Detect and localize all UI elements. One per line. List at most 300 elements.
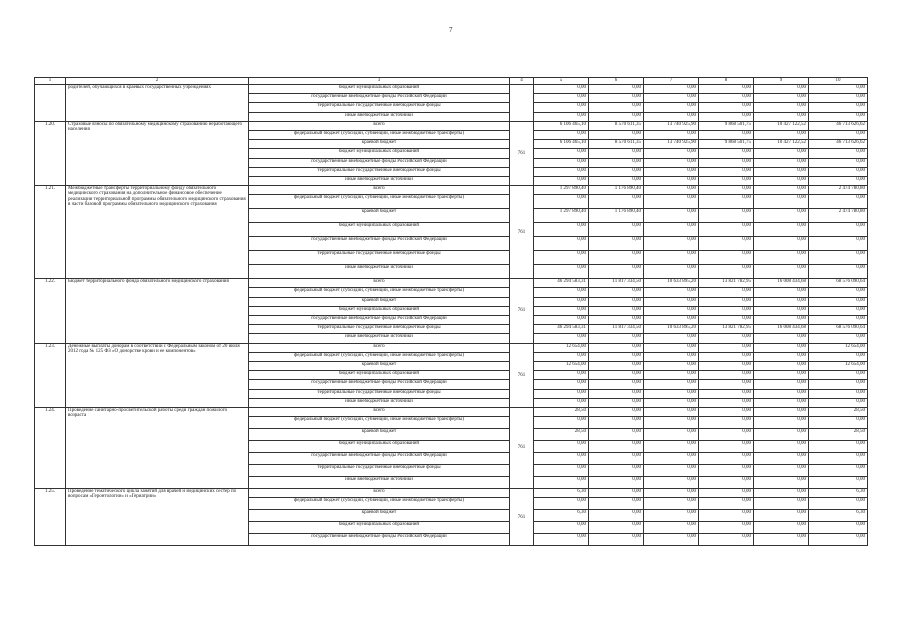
budget-code: 761 [510, 279, 534, 343]
year-value: 0,00 [644, 407, 699, 416]
header-row [35, 78, 868, 85]
table-row [35, 343, 868, 352]
funding-source: краевой бюджет [249, 209, 510, 223]
year-value: 0,00 [589, 94, 644, 103]
header-cell: 3 [249, 78, 510, 85]
total-value: 0,00 [809, 265, 868, 279]
year-value: 0,00 [589, 130, 644, 139]
year-value: 8 570 611,35 [589, 140, 644, 149]
year-value: 0,00 [644, 186, 699, 195]
year-value: 13 740 925,90 [644, 140, 699, 149]
funding-source: краевой бюджет [249, 510, 510, 522]
funding-source: федеральный бюджет (субсидии, субвенции, иные межбюджетные трансферты) [249, 195, 510, 209]
year-value: 0,00 [699, 103, 754, 112]
year-value: 0,00 [589, 195, 644, 209]
year-value: 0,00 [754, 380, 809, 389]
year-value: 9 868 501,75 [699, 140, 754, 149]
year-value: 0,00 [589, 371, 644, 380]
total-value: 0,00 [809, 223, 868, 237]
year-value: 0,00 [644, 534, 699, 546]
year-value: 0,00 [589, 429, 644, 441]
year-value: 0,00 [699, 380, 754, 389]
total-value: 0,00 [809, 498, 868, 510]
year-value: 0,00 [644, 343, 699, 352]
year-value: 0,00 [754, 112, 809, 121]
year-value: 0,00 [699, 417, 754, 429]
year-value: 0,00 [589, 112, 644, 121]
year-value: 0,00 [754, 85, 809, 94]
header-cell: 5 [534, 78, 589, 85]
year-value: 9 868 501,75 [699, 121, 754, 130]
total-value: 6,30 [809, 510, 868, 522]
year-value: 0,00 [644, 176, 699, 185]
budget-code: 761 [510, 121, 534, 185]
year-value: 0,00 [754, 186, 809, 195]
item-number: 1.21. [35, 186, 66, 279]
year-value: 0,00 [534, 223, 589, 237]
year-value: 11 817 334,50 [589, 325, 644, 334]
year-value: 1 297 890,40 [534, 186, 589, 195]
year-value: 0,00 [644, 149, 699, 158]
year-value: 0,00 [754, 477, 809, 489]
funding-source: федеральный бюджет (субсидии, субвенции, иные межбюджетные трансферты) [249, 352, 510, 361]
year-value: 0,00 [589, 477, 644, 489]
year-value: 0,00 [534, 334, 589, 343]
year-value: 6,30 [534, 489, 589, 498]
year-value: 0,00 [699, 429, 754, 441]
year-value: 0,00 [699, 453, 754, 465]
funding-source: государственные внебюджетные фонды Российской Федерации [249, 453, 510, 465]
year-value: 6 106 465,10 [534, 140, 589, 149]
year-value: 0,00 [589, 343, 644, 352]
year-value: 12 654,00 [534, 343, 589, 352]
year-value: 0,00 [754, 265, 809, 279]
year-value: 10 427 122,52 [754, 140, 809, 149]
year-value: 0,00 [534, 85, 589, 94]
year-value: 0,00 [699, 441, 754, 453]
funding-source: федеральный бюджет (субсидии, субвенции, иные межбюджетные трансферты) [249, 130, 510, 139]
year-value: 0,00 [699, 522, 754, 534]
year-value: 0,00 [534, 297, 589, 306]
total-value: 0,00 [809, 130, 868, 139]
total-value: 0,00 [809, 149, 868, 158]
year-value: 0,00 [644, 389, 699, 398]
year-value: 13 740 925,90 [644, 121, 699, 130]
table-row [35, 489, 868, 498]
total-value: 0,00 [809, 371, 868, 380]
year-value: 0,00 [644, 85, 699, 94]
funding-source: бюджет муниципальных образований [249, 306, 510, 315]
year-value: 0,00 [534, 477, 589, 489]
total-value: 6,30 [809, 489, 868, 498]
year-value: 0,00 [534, 176, 589, 185]
header-cell: 1 [35, 78, 66, 85]
year-value: 0,00 [754, 251, 809, 265]
year-value: 0,00 [699, 237, 754, 251]
year-value: 0,00 [699, 306, 754, 315]
year-value: 0,00 [754, 195, 809, 209]
funding-source: государственные внебюджетные фонды Российской Федерации [249, 237, 510, 251]
year-value: 13 821 782,95 [699, 325, 754, 334]
year-value: 0,00 [589, 534, 644, 546]
year-value: 46 294 583,31 [534, 279, 589, 288]
year-value: 0,00 [699, 251, 754, 265]
year-value: 0,00 [589, 223, 644, 237]
total-value: 0,00 [809, 534, 868, 546]
year-value: 0,00 [589, 441, 644, 453]
total-value: 0,00 [809, 195, 868, 209]
table-row [35, 85, 868, 94]
funding-source: бюджет муниципальных образований [249, 85, 510, 94]
funding-source: иные внебюджетные источники [249, 176, 510, 185]
funding-source: краевой бюджет [249, 429, 510, 441]
year-value: 0,00 [589, 465, 644, 477]
year-value: 0,00 [534, 389, 589, 398]
year-value: 0,00 [754, 522, 809, 534]
year-value: 0,00 [589, 265, 644, 279]
year-value: 0,00 [534, 265, 589, 279]
year-value: 1 176 890,40 [589, 186, 644, 195]
total-value: 46 713 626,62 [809, 121, 868, 130]
item-name: Денежные выплаты донорам в соответствии с Федеральным законом от 20 июля 2012 года № 125 ФЗ «О донорстве крови и ее компонентов» [66, 343, 249, 407]
total-value: 0,00 [809, 237, 868, 251]
year-value: 0,00 [754, 441, 809, 453]
year-value: 10 427 122,52 [754, 121, 809, 130]
year-value: 0,00 [754, 361, 809, 370]
funding-source: бюджет муниципальных образований [249, 223, 510, 237]
total-value: 0,00 [809, 94, 868, 103]
year-value: 10 633 895,20 [644, 279, 699, 288]
year-value: 0,00 [754, 498, 809, 510]
year-value: 0,00 [534, 195, 589, 209]
year-value: 0,00 [534, 498, 589, 510]
year-value: 0,00 [699, 195, 754, 209]
year-value: 0,00 [589, 297, 644, 306]
year-value: 0,00 [754, 352, 809, 361]
funding-source: всего [249, 343, 510, 352]
year-value: 0,00 [644, 158, 699, 167]
item-name: Страховые взносы по обязательному медицинскому страхованию неработающего населения [66, 121, 249, 185]
year-value: 0,00 [699, 85, 754, 94]
year-value: 0,00 [589, 85, 644, 94]
year-value: 0,00 [534, 380, 589, 389]
year-value: 0,00 [644, 429, 699, 441]
year-value: 0,00 [754, 103, 809, 112]
header-cell: 8 [699, 78, 754, 85]
total-value: 12 654,00 [809, 343, 868, 352]
total-value: 0,00 [809, 251, 868, 265]
year-value: 0,00 [644, 265, 699, 279]
year-value: 0,00 [534, 534, 589, 546]
funding-source: всего [249, 121, 510, 130]
year-value: 0,00 [644, 371, 699, 380]
year-value: 0,00 [589, 316, 644, 325]
budget-code: 761 [510, 343, 534, 407]
item-number: 1.25. [35, 489, 66, 546]
item-name: родителей, обучающихся в краевых государственных учреждениях [66, 85, 249, 122]
funding-source: иные внебюджетные источники [249, 112, 510, 121]
year-value: 0,00 [589, 334, 644, 343]
year-value: 0,00 [589, 352, 644, 361]
funding-source: территориальные государственные внебюджетные фонды [249, 325, 510, 334]
year-value: 0,00 [644, 334, 699, 343]
year-value: 16 008 434,68 [754, 325, 809, 334]
total-value: 0,00 [809, 453, 868, 465]
year-value: 0,00 [644, 465, 699, 477]
year-value: 0,00 [754, 334, 809, 343]
year-value: 0,00 [699, 334, 754, 343]
funding-source: иные внебюджетные источники [249, 265, 510, 279]
table-body [35, 78, 868, 546]
year-value: 0,00 [589, 176, 644, 185]
header-cell: 9 [754, 78, 809, 85]
total-value: 0,00 [809, 112, 868, 121]
total-value: 0,00 [809, 85, 868, 94]
total-value: 0,00 [809, 465, 868, 477]
total-value: 0,00 [809, 288, 868, 297]
total-value: 0,00 [809, 334, 868, 343]
year-value: 0,00 [644, 489, 699, 498]
year-value: 0,00 [644, 398, 699, 407]
year-value: 0,00 [589, 510, 644, 522]
year-value: 6,30 [534, 510, 589, 522]
funding-source: территориальные государственные внебюджетные фонды [249, 103, 510, 112]
year-value: 0,00 [699, 288, 754, 297]
table-row [35, 279, 868, 288]
year-value: 0,00 [534, 167, 589, 176]
year-value: 0,00 [754, 371, 809, 380]
page-number: 7 [449, 26, 453, 34]
year-value: 0,00 [644, 453, 699, 465]
year-value: 0,00 [644, 167, 699, 176]
year-value: 0,00 [699, 361, 754, 370]
item-number: 1.20. [35, 121, 66, 185]
funding-source: территориальные государственные внебюджетные фонды [249, 251, 510, 265]
year-value: 46 294 583,31 [534, 325, 589, 334]
total-value: 0,00 [809, 417, 868, 429]
year-value: 0,00 [699, 371, 754, 380]
year-value: 0,00 [644, 361, 699, 370]
year-value: 0,00 [754, 167, 809, 176]
year-value: 0,00 [589, 489, 644, 498]
year-value: 0,00 [699, 265, 754, 279]
year-value: 0,00 [754, 417, 809, 429]
budget-table [34, 77, 868, 546]
funding-source: федеральный бюджет (субсидии, субвенции, иные межбюджетные трансферты) [249, 498, 510, 510]
year-value: 0,00 [754, 130, 809, 139]
year-value: 0,00 [644, 522, 699, 534]
funding-source: государственные внебюджетные фонды Российской Федерации [249, 380, 510, 389]
funding-source: краевой бюджет [249, 140, 510, 149]
year-value: 10 633 895,20 [644, 325, 699, 334]
year-value: 16 008 434,68 [754, 279, 809, 288]
year-value: 0,00 [589, 288, 644, 297]
year-value: 0,00 [754, 489, 809, 498]
year-value: 0,00 [754, 343, 809, 352]
year-value: 0,00 [699, 465, 754, 477]
funding-source: территориальные государственные внебюджетные фонды [249, 167, 510, 176]
budget-code: 761 [510, 407, 534, 488]
year-value: 0,00 [699, 297, 754, 306]
year-value: 0,00 [644, 130, 699, 139]
year-value: 0,00 [644, 477, 699, 489]
year-value: 0,00 [534, 130, 589, 139]
funding-source: иные внебюджетные источники [249, 398, 510, 407]
year-value: 0,00 [699, 223, 754, 237]
year-value: 0,00 [754, 288, 809, 297]
year-value: 0,00 [754, 237, 809, 251]
year-value: 0,00 [589, 361, 644, 370]
funding-source: федеральный бюджет (субсидии, субвенции, иные межбюджетные трансферты) [249, 417, 510, 429]
year-value: 0,00 [534, 417, 589, 429]
funding-source: государственные внебюджетные фонды Российской Федерации [249, 534, 510, 546]
funding-source: иные внебюджетные источники [249, 477, 510, 489]
year-value: 0,00 [534, 306, 589, 315]
total-value: 0,00 [809, 297, 868, 306]
item-name: Проведение санитарно-просветительской работы среди граждан пожилого возраста [66, 407, 249, 488]
item-name: Межбюджетные трансферты территориальному фонду обязательного медицинского страхования на дополнительное финансовое обеспечение реализации территориальной программы обязательного медицинского страхования в части базовой программы обязательного медицинского страхования [66, 186, 249, 279]
year-value: 0,00 [754, 407, 809, 416]
item-name: Бюджет территориального фонда обязательного медицинского страхования [66, 279, 249, 343]
year-value: 0,00 [699, 389, 754, 398]
total-value: 28,50 [809, 429, 868, 441]
total-value: 68 576 090,64 [809, 325, 868, 334]
year-value: 0,00 [754, 176, 809, 185]
year-value: 0,00 [589, 167, 644, 176]
year-value: 8 570 611,35 [589, 121, 644, 130]
total-value: 0,00 [809, 352, 868, 361]
year-value: 0,00 [534, 94, 589, 103]
year-value: 0,00 [754, 306, 809, 315]
year-value: 0,00 [699, 158, 754, 167]
year-value: 1 297 890,40 [534, 209, 589, 223]
year-value: 0,00 [589, 398, 644, 407]
year-value: 0,00 [644, 237, 699, 251]
funding-source: всего [249, 279, 510, 288]
header-cell: 7 [644, 78, 699, 85]
total-value: 0,00 [809, 158, 868, 167]
year-value: 28,50 [534, 429, 589, 441]
total-value: 0,00 [809, 522, 868, 534]
funding-source: бюджет муниципальных образований [249, 441, 510, 453]
year-value: 0,00 [534, 158, 589, 167]
year-value: 0,00 [754, 398, 809, 407]
year-value: 0,00 [754, 94, 809, 103]
funding-source: краевой бюджет [249, 297, 510, 306]
funding-source: всего [249, 489, 510, 498]
year-value: 0,00 [589, 380, 644, 389]
year-value: 0,00 [699, 112, 754, 121]
year-value: 0,00 [534, 465, 589, 477]
year-value: 0,00 [699, 186, 754, 195]
year-value: 0,00 [644, 441, 699, 453]
year-value: 0,00 [534, 441, 589, 453]
year-value: 0,00 [754, 465, 809, 477]
year-value: 0,00 [534, 103, 589, 112]
year-value: 0,00 [644, 297, 699, 306]
year-value: 0,00 [534, 371, 589, 380]
year-value: 0,00 [699, 316, 754, 325]
year-value: 0,00 [534, 112, 589, 121]
funding-source: территориальные государственные внебюджетные фонды [249, 465, 510, 477]
funding-source: бюджет муниципальных образований [249, 371, 510, 380]
funding-source: бюджет муниципальных образований [249, 522, 510, 534]
year-value: 0,00 [699, 167, 754, 176]
year-value: 0,00 [534, 522, 589, 534]
year-value: 0,00 [754, 209, 809, 223]
year-value: 0,00 [644, 223, 699, 237]
year-value: 0,00 [534, 288, 589, 297]
funding-source: бюджет муниципальных образований [249, 149, 510, 158]
year-value: 0,00 [644, 209, 699, 223]
year-value: 0,00 [699, 498, 754, 510]
total-value: 46 713 626,62 [809, 140, 868, 149]
year-value: 0,00 [754, 158, 809, 167]
year-value: 0,00 [589, 237, 644, 251]
total-value: 0,00 [809, 477, 868, 489]
budget-code: 761 [510, 186, 534, 279]
year-value: 0,00 [699, 407, 754, 416]
year-value: 0,00 [589, 522, 644, 534]
header-cell: 6 [589, 78, 644, 85]
year-value: 0,00 [644, 352, 699, 361]
year-value: 0,00 [644, 112, 699, 121]
year-value: 0,00 [754, 429, 809, 441]
year-value: 0,00 [754, 223, 809, 237]
item-number: 1.24. [35, 407, 66, 488]
total-value: 0,00 [809, 441, 868, 453]
total-value: 0,00 [809, 176, 868, 185]
year-value: 0,00 [644, 316, 699, 325]
year-value: 0,00 [644, 288, 699, 297]
year-value: 0,00 [699, 149, 754, 158]
funding-source: всего [249, 186, 510, 195]
funding-source: государственные внебюджетные фонды Российской Федерации [249, 316, 510, 325]
year-value: 0,00 [534, 316, 589, 325]
table-row [35, 186, 868, 195]
year-value: 0,00 [589, 149, 644, 158]
year-value: 0,00 [534, 352, 589, 361]
total-value: 2 474 780,80 [809, 186, 868, 195]
header-cell: 2 [66, 78, 249, 85]
table-row [35, 121, 868, 130]
year-value: 6 106 465,10 [534, 121, 589, 130]
year-value: 0,00 [754, 389, 809, 398]
year-value: 0,00 [699, 130, 754, 139]
total-value: 68 576 090,64 [809, 279, 868, 288]
total-value: 0,00 [809, 167, 868, 176]
year-value: 0,00 [699, 209, 754, 223]
year-value: 0,00 [589, 251, 644, 265]
year-value: 0,00 [754, 149, 809, 158]
item-number [35, 85, 66, 122]
year-value: 0,00 [644, 103, 699, 112]
year-value: 1 176 890,40 [589, 209, 644, 223]
year-value: 0,00 [699, 176, 754, 185]
year-value: 0,00 [699, 94, 754, 103]
year-value: 0,00 [589, 103, 644, 112]
total-value: 0,00 [809, 389, 868, 398]
header-cell: 4 [510, 78, 534, 85]
year-value: 0,00 [589, 453, 644, 465]
year-value: 0,00 [754, 453, 809, 465]
year-value: 0,00 [699, 534, 754, 546]
total-value: 0,00 [809, 306, 868, 315]
year-value: 0,00 [534, 251, 589, 265]
header-cell: 10 [809, 78, 868, 85]
year-value: 0,00 [754, 297, 809, 306]
year-value: 0,00 [589, 389, 644, 398]
